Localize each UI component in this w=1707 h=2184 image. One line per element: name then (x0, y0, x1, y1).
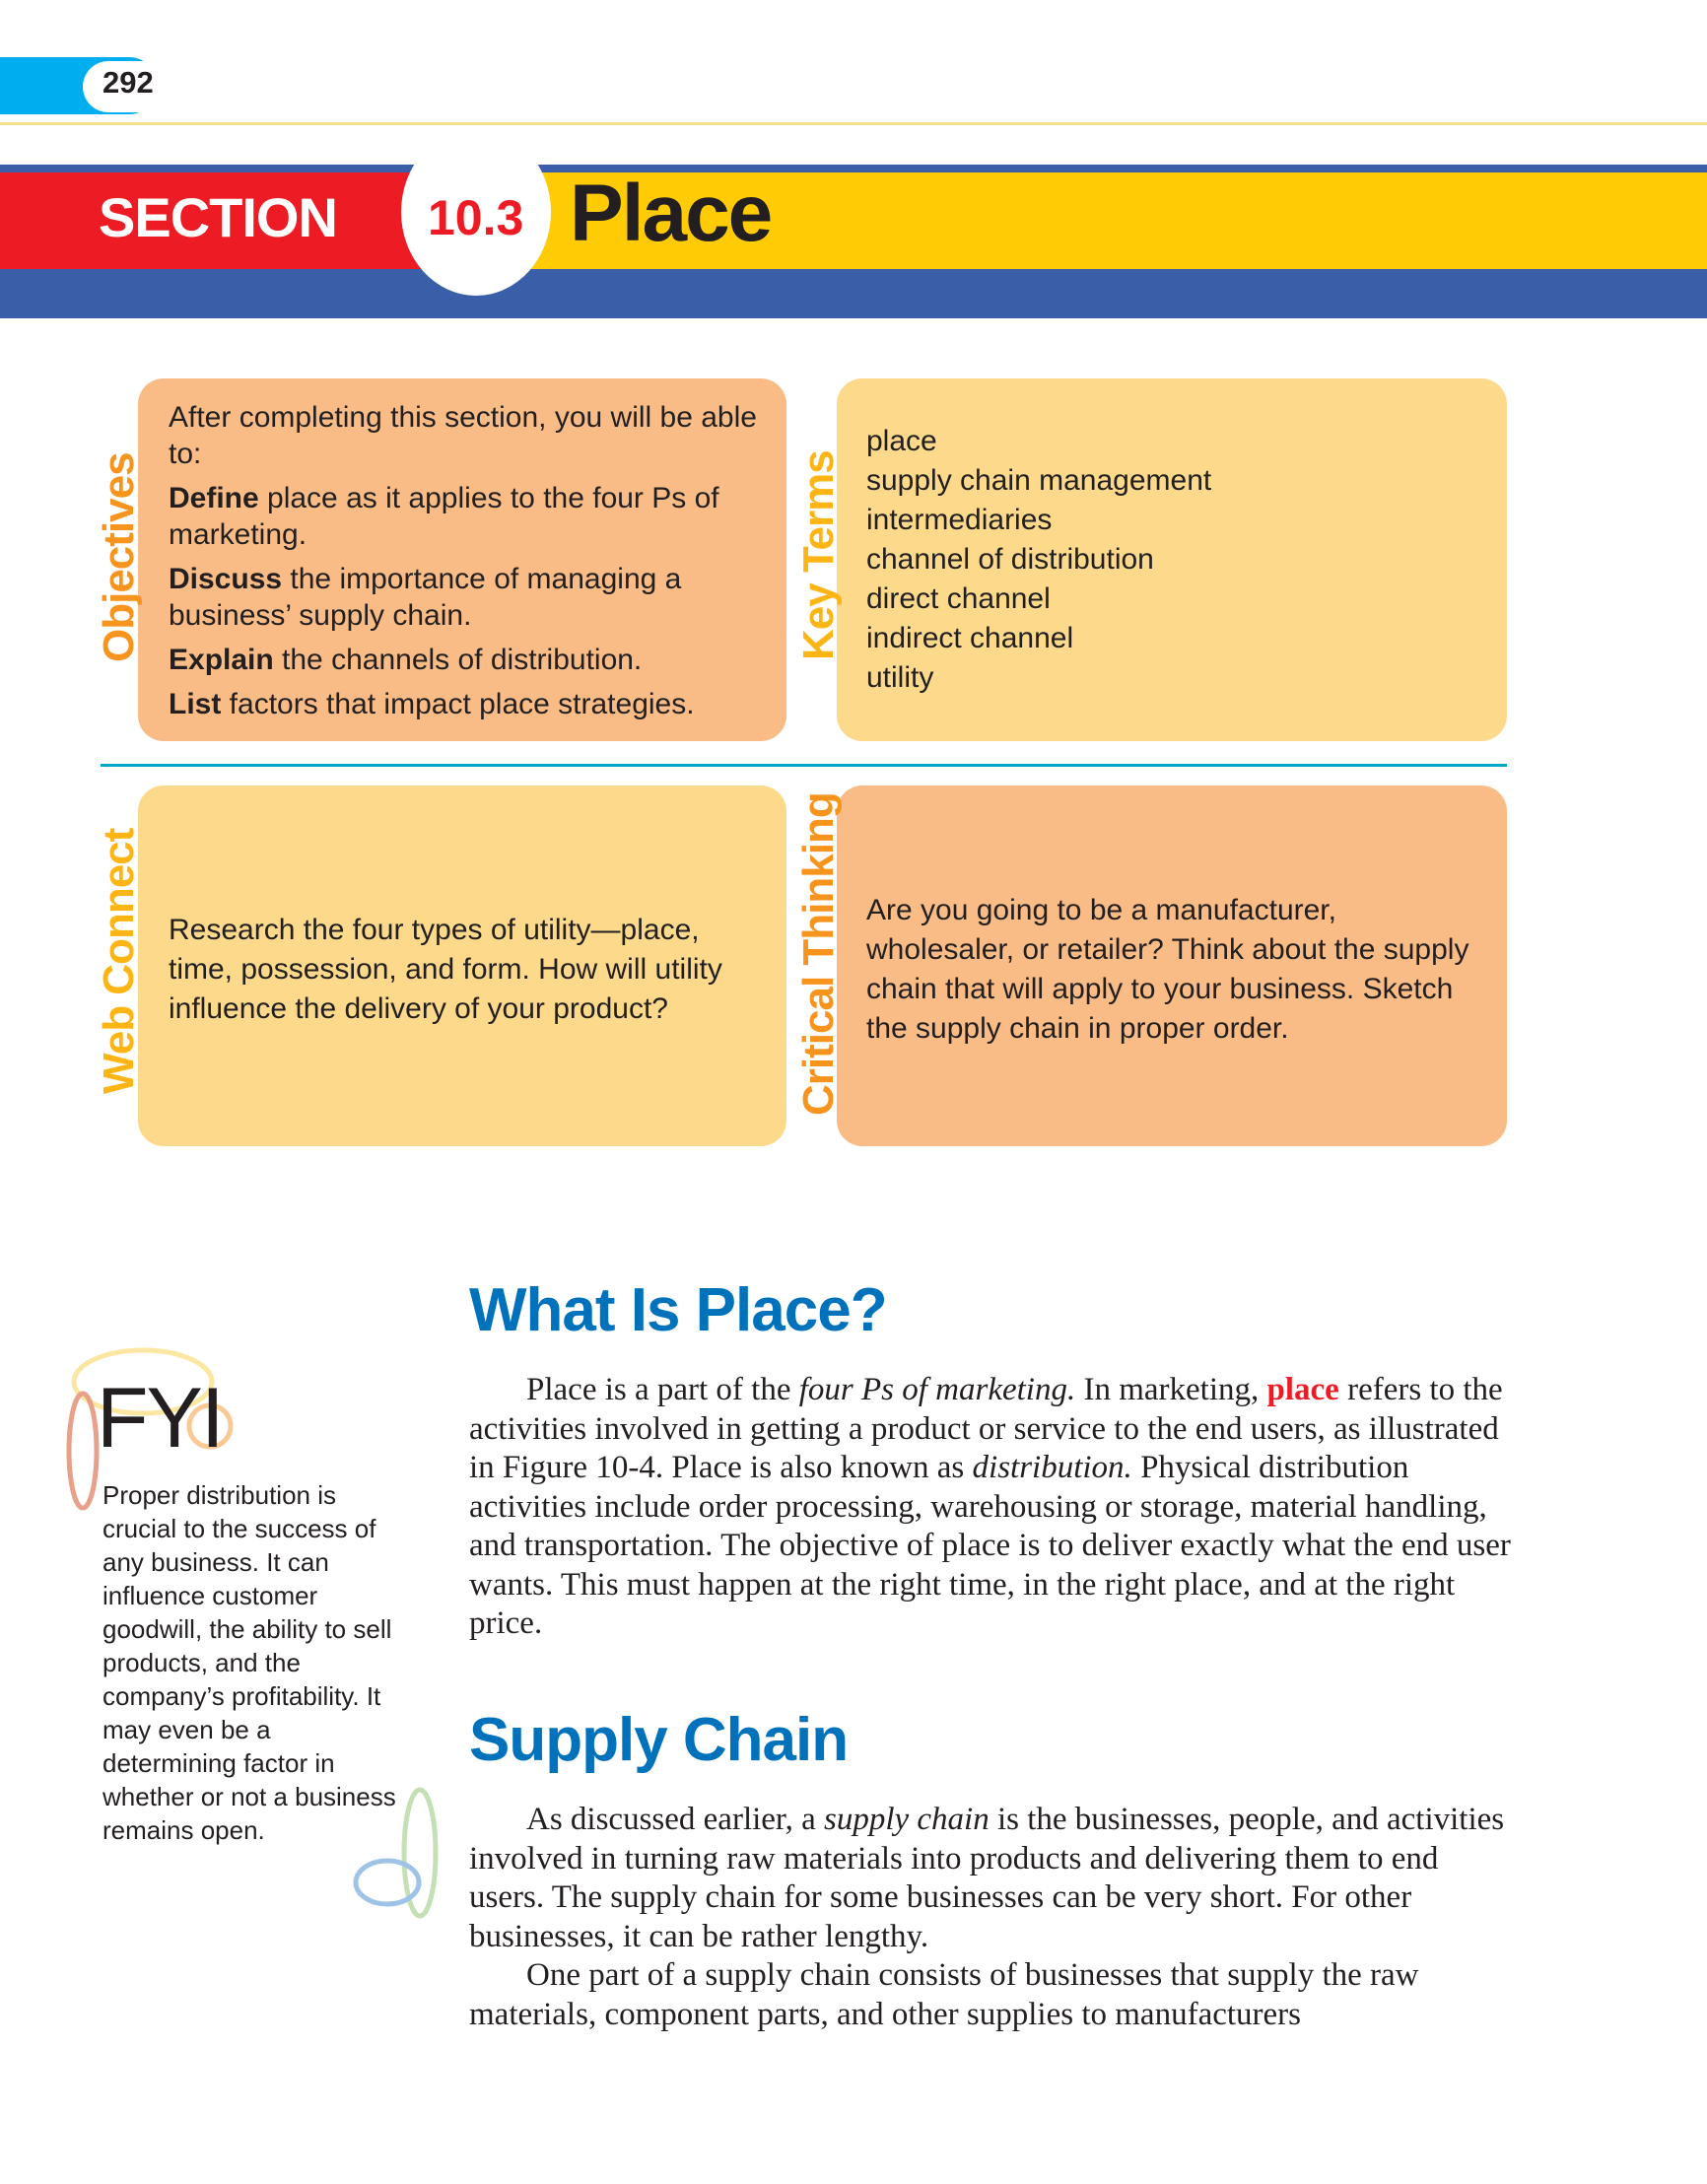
banner-blue-stripe (0, 269, 1707, 318)
key-terms-list (866, 422, 1477, 698)
key-term: intermediaries (866, 504, 1053, 536)
key-term: supply chain management (866, 464, 1212, 497)
section-divider (101, 764, 1507, 767)
page-number: 292 (102, 65, 154, 100)
critical-thinking-text: Are you going to be a manufacturer, wholesaler, or retailer? Think about the supply chain that will apply to your business. Sketch the supply chain in proper order. (866, 894, 1469, 1045)
objective-item: List factors that impact place strategies. (169, 688, 695, 720)
banner-top-stripe (0, 165, 1707, 172)
web-connect-text: Research the four types of utility—place, time, possession, and form. How will utility influence the delivery of your product? (169, 914, 722, 1025)
objective-item: Define place as it applies to the four Ps of marketing. (169, 482, 719, 551)
decorative-rings-icon (345, 1784, 453, 1932)
what-is-place-body (469, 1371, 1518, 1644)
key-terms-text (866, 422, 1477, 698)
supply-chain-body (469, 1801, 1518, 2034)
paragraph: Place is a part of the four Ps of marketing. In marketing, place refers to the activities involved in getting a product or service to the end users, as illustrated in Figure 10-4. Place is also known as distribution. Physical distribution activities include order processing, warehousing or storage, material handling, and transportation. The objective of place is to deliver exactly what the end user wants. This must happen at the right time, in the right place, and at the right price. (469, 1372, 1511, 1641)
what-is-place-heading: What Is Place? (469, 1276, 887, 1344)
critical-thinking-label: Critical Thinking (794, 792, 843, 1116)
section-title: Place (570, 169, 772, 258)
web-connect-label: Web Connect (95, 828, 143, 1094)
section-number: 10.3 (428, 190, 524, 245)
key-term: place (866, 425, 937, 457)
objective-item: Discuss the importance of managing a business’ supply chain. (169, 563, 682, 632)
objective-item: Explain the channels of distribution. (169, 644, 643, 676)
fyi-text: Proper distribution is crucial to the success of any business. It can influence customer goodwill, the ability to sell products, and the company’s profitability. It may even be a determining factor in whether or not a business remains open. (102, 1480, 396, 1845)
objectives-intro: After completing this section, you will be able to: (169, 401, 757, 470)
key-term: indirect channel (866, 622, 1074, 654)
objectives-label: Objectives (95, 452, 143, 662)
paragraph: One part of a supply chain consists of businesses that supply the raw materials, component parts, and other supplies to manufacturers (469, 1957, 1419, 2032)
key-term: channel of distribution (866, 543, 1154, 576)
key-terms-label: Key Terms (794, 450, 843, 660)
supply-chain-heading: Supply Chain (469, 1706, 849, 1774)
objectives-text (169, 399, 760, 730)
fyi-title: FYI (97, 1371, 223, 1466)
key-term-highlight: place (1266, 1372, 1339, 1407)
section-label: SECTION (99, 186, 337, 248)
key-term: utility (866, 661, 934, 694)
top-rule (0, 122, 1707, 125)
paragraph: As discussed earlier, a supply chain is the businesses, people, and activities involved in turning raw materials into products and delivering them to end users. The supply chain for some businesses can be very short. For other businesses, it can be rather lengthy. (469, 1802, 1505, 1954)
key-term: direct channel (866, 582, 1051, 615)
